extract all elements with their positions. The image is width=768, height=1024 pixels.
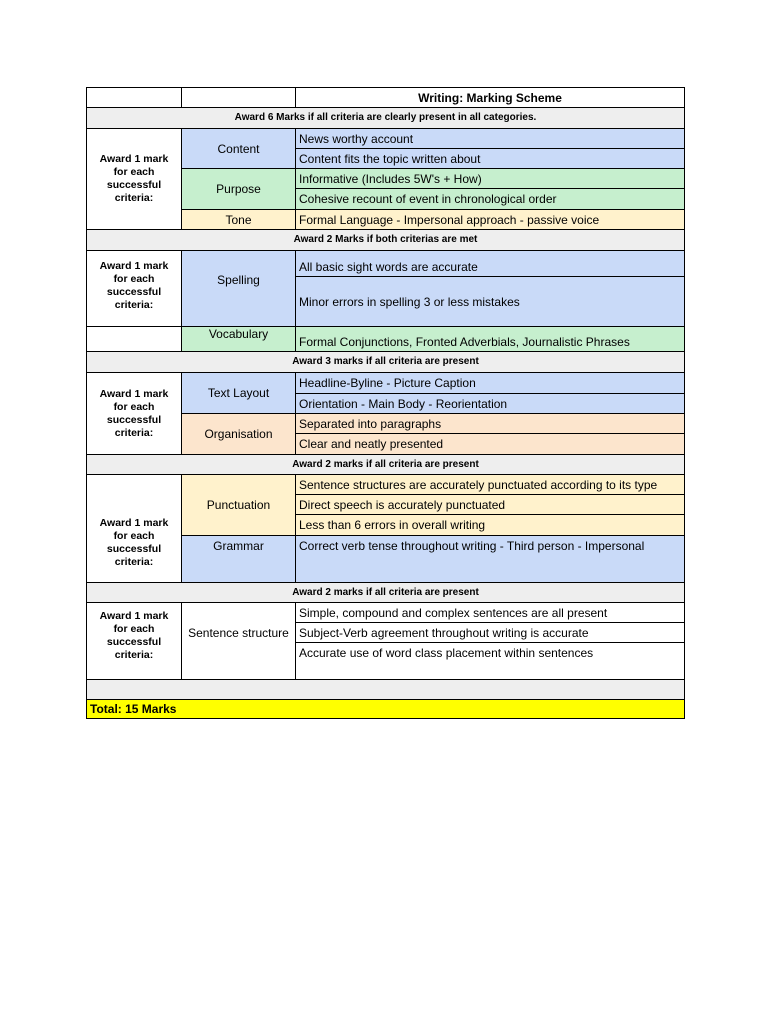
spacer-row xyxy=(86,679,685,700)
total-marks: Total: 15 Marks xyxy=(86,699,685,719)
table-title: Writing: Marking Scheme xyxy=(295,87,685,108)
award-each-note: Award 1 mark for each successful criteria: xyxy=(86,250,182,327)
criterion: Formal Language - Impersonal approach - passive voice xyxy=(295,209,685,230)
blank-cell xyxy=(86,326,182,352)
category-grammar: Grammar xyxy=(181,535,296,583)
category-text-layout: Text Layout xyxy=(181,372,296,414)
section-banner: Award 2 marks if all criteria are present xyxy=(86,454,685,475)
category-tone: Tone xyxy=(181,209,296,230)
criterion: Sentence structures are accurately punctuated according to its type xyxy=(295,474,685,495)
criterion: Orientation - Main Body - Reorientation xyxy=(295,393,685,414)
category-organisation: Organisation xyxy=(181,413,296,455)
section-banner: Award 2 Marks if both criterias are met xyxy=(86,229,685,251)
award-each-note: Award 1 mark for each successful criteria: xyxy=(86,602,182,680)
category-sentence-structure: Sentence structure xyxy=(181,602,296,680)
criterion: Simple, compound and complex sentences are all present xyxy=(295,602,685,623)
criterion: Less than 6 errors in overall writing xyxy=(295,514,685,536)
category-spelling: Spelling xyxy=(181,250,296,327)
category-purpose: Purpose xyxy=(181,168,296,210)
award-each-note: Award 1 mark for each successful criteria: xyxy=(86,474,182,583)
award-each-note: Award 1 mark for each successful criteria: xyxy=(86,372,182,455)
category-vocabulary: Vocabulary xyxy=(181,326,296,352)
category-content: Content xyxy=(181,128,296,169)
criterion: Clear and neatly presented xyxy=(295,433,685,455)
section-banner: Award 6 Marks if all criteria are clearly present in all categories. xyxy=(86,107,685,129)
section-banner: Award 2 marks if all criteria are present xyxy=(86,582,685,603)
criterion: Cohesive recount of event in chronological order xyxy=(295,188,685,210)
criterion: Accurate use of word class placement within sentences xyxy=(295,642,685,680)
award-each-note: Award 1 mark for each successful criteria: xyxy=(86,128,182,230)
header-blank-cell xyxy=(181,87,296,108)
criterion: Separated into paragraphs xyxy=(295,413,685,434)
criterion: Formal Conjunctions, Fronted Adverbials, Journalistic Phrases xyxy=(295,326,685,352)
criterion: News worthy account xyxy=(295,128,685,149)
criterion: Direct speech is accurately punctuated xyxy=(295,494,685,515)
criterion: Correct verb tense throughout writing - Third person - Impersonal xyxy=(295,535,685,583)
criterion: Subject-Verb agreement throughout writing is accurate xyxy=(295,622,685,643)
criterion: All basic sight words are accurate xyxy=(295,250,685,277)
category-punctuation: Punctuation xyxy=(181,474,296,536)
criterion: Minor errors in spelling 3 or less mistakes xyxy=(295,276,685,327)
criterion: Informative (Includes 5W's + How) xyxy=(295,168,685,189)
header-blank-cell xyxy=(86,87,182,108)
criterion: Headline-Byline - Picture Caption xyxy=(295,372,685,394)
criterion: Content fits the topic written about xyxy=(295,148,685,169)
section-banner: Award 3 marks if all criteria are present xyxy=(86,351,685,373)
